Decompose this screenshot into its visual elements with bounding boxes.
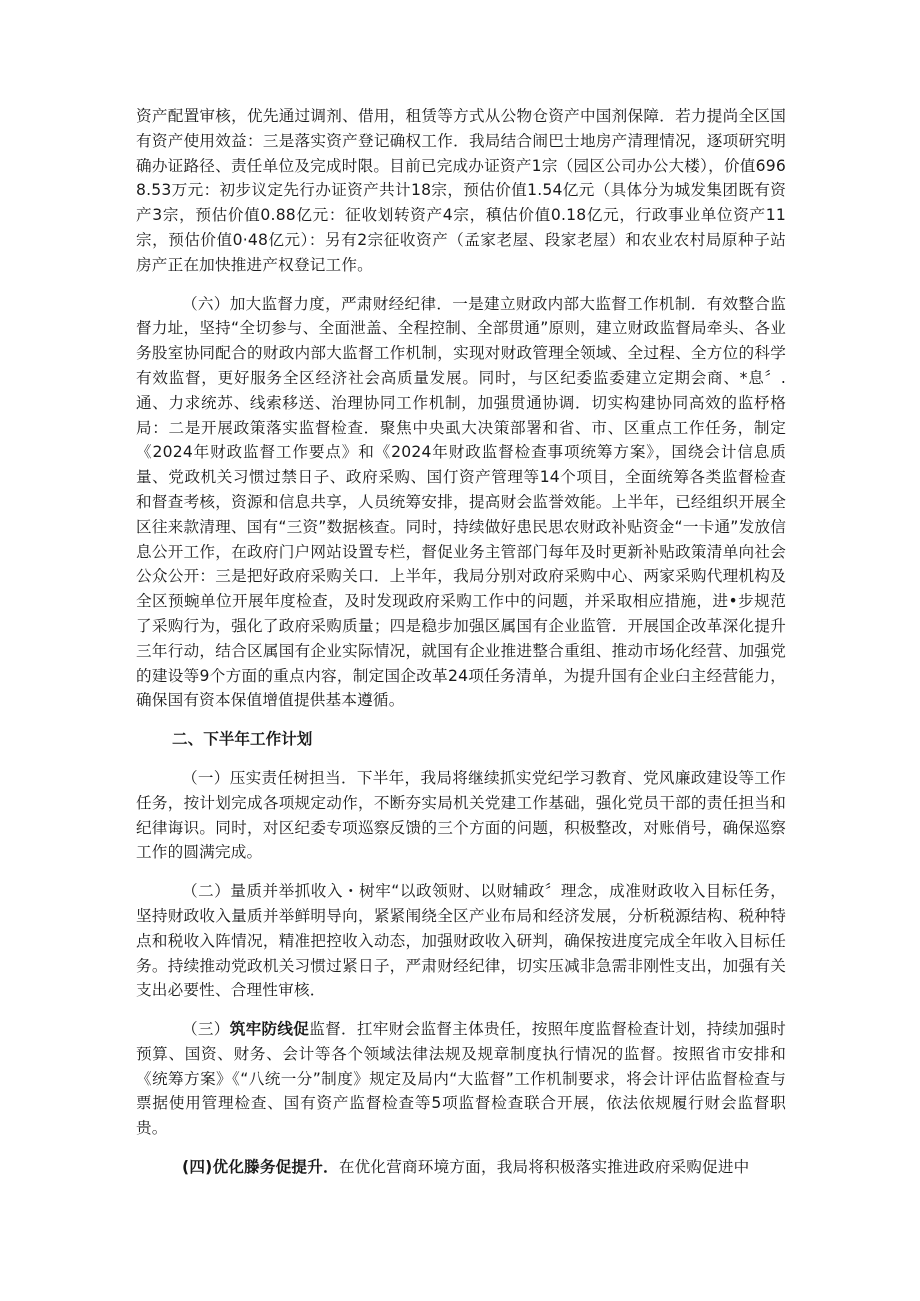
paragraph-lead-bold: 筑牢防线促 xyxy=(229,1020,310,1039)
paragraph-revenue xyxy=(136,879,786,1003)
paragraph-text: 监督．扛牢财会监督主体贵任，按照年度监督检查计划，持续加强时预算、国资、财务、会计等各个领域法律法规及规章制度执行情况的监督。按照省市安排和《统筹方案》《“八统一分”制度》规定及局内“大监督”工作机制要求，将会计评估监督检查与票据使用管理检查、国有资产监督检查等5项监督检查联合开展，依法依规履行财会监督职贵。 xyxy=(136,1020,786,1138)
paragraph-text: （二）量质并举抓收入・树牢“以政领财、以财辅政〞理念，成准财政收入目标任务，坚持财政收入量质并举鲜明导向，紧紧闱绕全区产业布局和经济发展，分析税源结构、税种特点和税收入阵情况，精准把控收入动态，加强财政收入研判，确保按进度完成全年收入目标任务。持续推动党政机关习惯过紧日子，严肃财经纪律，切实压减非急需非刚性支出，加强有关支出必要性、合理性审核． xyxy=(136,882,786,1000)
paragraph-text: 在优化营商环境方面，我局将积极落实推进政府采购促进中 xyxy=(338,1158,750,1177)
paragraph-lead-prefix: （三） xyxy=(182,1020,230,1039)
paragraph-text: （六）加大监督力度，严肃财经纪律．一是建立财政内部大监督工作机制．有效整合监督力址，坚持“全切参与、全面泄盖、全程控制、全部贯通”原则，建立财政监督局牵头、各业务股室协同配合的财政内部大监督工作机制，实现对财政管理全领域、全过程、全方位的科学有效监督，更好服务全区经济社会高质量发展。同时，与区纪委监委建立定期会商、*息〞.通、力求统苏、线索移送、治理协同工作机制，加强贯通协调．切实构建协同高效的监杼格局：二是开展政策落实监督检查．聚焦中央虱大决策部署和省、市、区重点工作任务，制定《2024年财政监督工作要点》和《2024年财政监督检查事项统筹方案》，国绕会计信息质量、党政机关习惯过禁日子、政府采购、国仃资产管理等14个项目，全面统筹各类监督检查和督查考核，资源和信息共享，人员统筹安排，提高财会监誉效能。上半年，已经组织开展全区往来款清理、国有“三资”数据核查。同时，持续做好患民思农财政补贴资金“一卡通”发放信息公开工作，在政府门户网站设置专栏，督促业务主管部门每年及时更新补贴政策清单向社会公众公开：三是把好政府采购关口．上半年，我局分别对政府采购中心、两家采购代理机构及全区预蜿单位开展年度检查，及时发现政府采购工作中的问题，并采取相应措施，进•步规范了采购行为，强化了政府采购质量；四是稳步加强区属国有企业监管．开展国企改革深化提升三年行动，结合区属国有企业实际情况，就国有企业推进整合重组、推动市场化经营、加强党的建设等9个方面的重点内容，制定国企改革24项任务清单，为提升国有企业臼主经营能力，确保国有资本保值增值提供基本遵循。 xyxy=(136,294,786,710)
paragraph-responsibility xyxy=(136,766,786,865)
paragraph-lead-bold: (四)优化滕务促提升． xyxy=(182,1158,339,1177)
paragraph-supervision xyxy=(136,292,786,714)
section-heading: 二、下半年工作计划 xyxy=(172,730,313,749)
document-page xyxy=(136,104,786,1194)
paragraph-text: 资产配置审核，优先通过调剂、借用，租赁等方式从公物仓资产中国剂保障．若力提尚全区国有资产使用效益：三是落实资产登记确权工作．我局结合闹巴士地房产清理情况，逐项研究明确办证路径、责任单位及完成时限。目前已完成办证资产1宗（园区公司办公大楼），价值6968.53万元：初步议定先行办证资产共计18宗，预估价值1.54亿元（具体分为城发集团既有资产3宗，预估价值0.88亿元：征收划转资产4宗，稹估价值0.18亿元，行政事业单位资产11宗，预估价值0·48亿元）：另有2宗征收资产（孟家老屋、段家老屋）和农业农村局原种子站房产正在加快推进产权登记工作。 xyxy=(136,107,786,274)
paragraph-text: （一）压实责任树担当．下半年，我局将继续抓实党纪学习教育、党风廉政建设等工作任务，按计划完成各项规定动作，不断夯实局机关党建工作基础，强化党员干部的责任担当和纪律诲识。同时，对区纪委专项巡察反馈的三个方面的问题，积极整改，对账俏号，确保巡察工作的圆满完成。 xyxy=(136,768,786,862)
paragraph-defense-line xyxy=(136,1017,786,1141)
paragraph-service xyxy=(136,1155,786,1180)
paragraph-asset-registration xyxy=(136,104,786,278)
